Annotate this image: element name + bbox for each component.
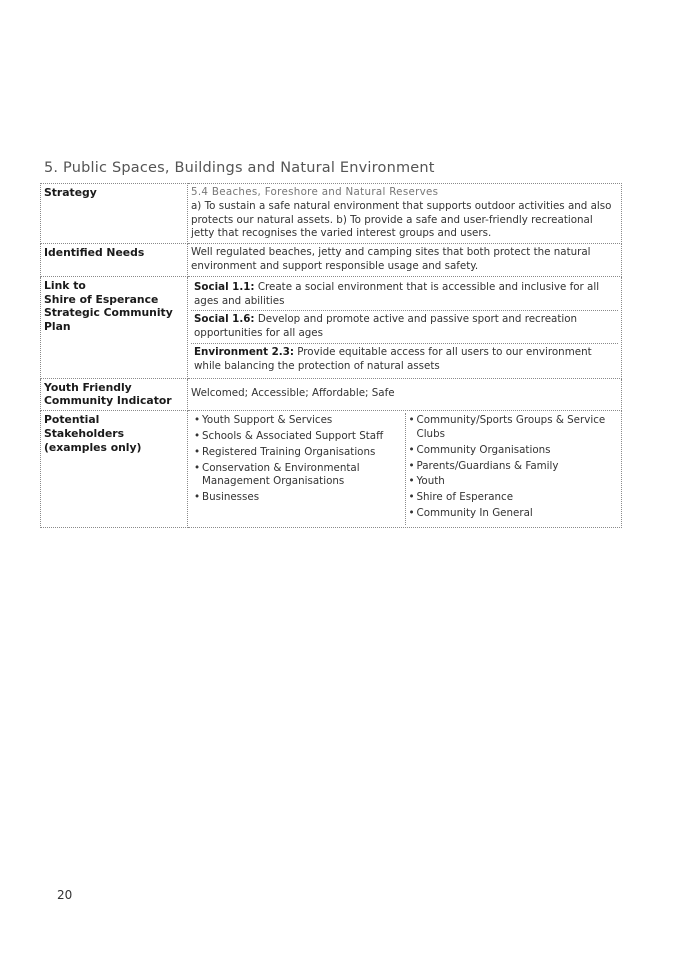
identified-needs-text: Well regulated beaches, jetty and camping sites that both protect the natural environment and support responsible usage and safety. bbox=[188, 244, 622, 277]
stakeholders-label-line: (examples only) bbox=[44, 440, 142, 454]
table-row-stakeholders bbox=[41, 411, 622, 528]
link-label-line: Strategic Community bbox=[44, 306, 173, 320]
row-label-youth-indicator bbox=[41, 378, 188, 411]
link-label-line: Plan bbox=[44, 320, 71, 334]
bullet-icon: • bbox=[194, 414, 201, 427]
stakeholder-text: Shire of Esperance bbox=[416, 491, 514, 504]
strategy-text: a) To sustain a safe natural environment that supports outdoor activities and also protects our natural assets. b) To provide a safe and user-friendly recreational jetty that recognises the varied interest groups and users. bbox=[191, 199, 612, 240]
link-item-social-1-6 bbox=[191, 310, 618, 343]
link-item-social-1-1 bbox=[191, 279, 618, 311]
stakeholder-text: Community Organisations bbox=[416, 443, 551, 456]
stakeholders-left-column bbox=[191, 413, 405, 525]
bullet-icon: • bbox=[408, 443, 415, 456]
page-number: 20 bbox=[57, 888, 73, 902]
row-label-identified-needs: Identified Needs bbox=[41, 244, 188, 277]
stakeholder-text: Community/Sports Groups & Service Clubs bbox=[416, 414, 606, 440]
stakeholders-label-line: Potential bbox=[44, 413, 100, 427]
list-item bbox=[409, 414, 616, 442]
bullet-icon: • bbox=[194, 461, 201, 474]
stakeholder-text: Youth Support & Services bbox=[202, 414, 333, 427]
bullet-icon: • bbox=[408, 459, 415, 472]
stakeholder-text: Schools & Associated Support Staff bbox=[202, 429, 384, 442]
strategy-cell bbox=[188, 184, 622, 244]
list-item bbox=[409, 507, 616, 521]
table-row-identified-needs bbox=[41, 244, 622, 277]
row-label-strategy: Strategy bbox=[41, 184, 188, 244]
bullet-icon: • bbox=[408, 414, 415, 427]
stakeholders-cell bbox=[188, 411, 622, 528]
bullet-icon: • bbox=[194, 445, 201, 458]
section-heading: 5. Public Spaces, Buildings and Natural Environment bbox=[44, 160, 435, 176]
bullet-icon: • bbox=[408, 475, 415, 488]
list-item bbox=[409, 491, 616, 505]
link-text: Provide equitable access for all users to our environment while balancing the protection of natural assets bbox=[194, 345, 592, 372]
link-ref: Social 1.1: bbox=[194, 280, 255, 293]
link-ref: Social 1.6: bbox=[194, 313, 255, 326]
link-ref: Environment 2.3: bbox=[194, 345, 294, 358]
row-label-link bbox=[41, 276, 188, 378]
link-text: Develop and promote active and passive sport and recreation opportunities for all ages bbox=[194, 313, 578, 340]
link-cell bbox=[188, 276, 622, 378]
list-item bbox=[409, 460, 616, 474]
stakeholder-text: Registered Training Organisations bbox=[202, 445, 376, 458]
bullet-icon: • bbox=[194, 491, 201, 504]
youth-label-line: Youth Friendly bbox=[44, 380, 132, 394]
stakeholders-label-line: Stakeholders bbox=[44, 426, 125, 440]
stakeholder-text: Parents/Guardians & Family bbox=[416, 459, 559, 472]
stakeholder-text: Businesses bbox=[202, 491, 260, 504]
stakeholder-text: Conservation & Environmental Management Organisations bbox=[202, 461, 360, 488]
list-item bbox=[194, 446, 402, 460]
action-plan-table bbox=[40, 183, 622, 528]
link-label-line: Link to bbox=[44, 278, 86, 292]
table-row-link bbox=[41, 276, 622, 378]
table-row-strategy bbox=[41, 184, 622, 244]
youth-label-line: Community Indicator bbox=[44, 394, 172, 408]
list-item bbox=[194, 414, 402, 428]
bullet-icon: • bbox=[408, 491, 415, 504]
youth-indicator-text: Welcomed; Accessible; Affordable; Safe bbox=[188, 378, 622, 411]
list-item bbox=[409, 444, 616, 458]
row-label-stakeholders bbox=[41, 411, 188, 528]
bullet-icon: • bbox=[408, 506, 415, 519]
link-item-environment-2-3 bbox=[191, 343, 618, 376]
list-item bbox=[194, 430, 402, 444]
list-item bbox=[194, 462, 402, 490]
list-item bbox=[409, 475, 616, 489]
link-label-line: Shire of Esperance bbox=[44, 292, 159, 306]
list-item bbox=[194, 491, 402, 505]
link-text: Create a social environment that is accessible and inclusive for all ages and abilities bbox=[194, 280, 600, 307]
stakeholder-text: Community In General bbox=[416, 506, 533, 519]
stakeholders-right-column bbox=[405, 413, 619, 525]
table-row-youth-indicator bbox=[41, 378, 622, 411]
stakeholder-text: Youth bbox=[416, 475, 445, 488]
strategy-subheading: 5.4 Beaches, Foreshore and Natural Reserves bbox=[191, 186, 439, 198]
bullet-icon: • bbox=[194, 429, 201, 442]
